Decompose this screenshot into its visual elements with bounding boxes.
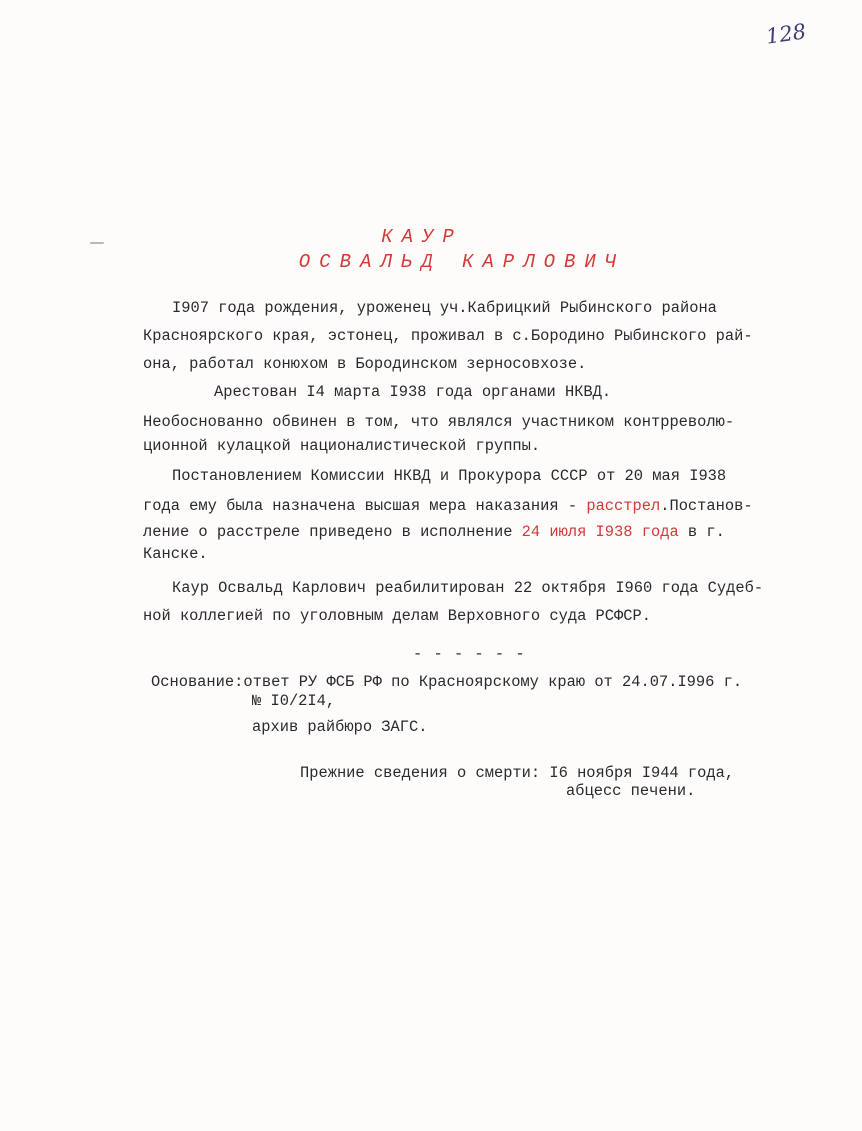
bio-line-3: она, работал конюхом в Бородинском зерносовхозе. <box>143 355 587 373</box>
sentence-execution-date: 24 июля I938 года <box>521 523 679 541</box>
basis-line-1: Основание:ответ РУ ФСБ РФ по Красноярскому краю от 24.07.I996 г. <box>151 673 743 691</box>
basis-line-3: архив райбюро ЗАГС. <box>252 718 428 736</box>
bio-line-2: Красноярского края, эстонец, проживал в с.Бородино Рыбинского рай- <box>143 327 753 345</box>
sentence-line-4: Канске. <box>143 545 208 563</box>
basis-line-2: № I0/2I4, <box>252 692 336 710</box>
sentence-line-3-text: ление о расстреле приведено в исполнение <box>143 523 522 541</box>
sentence-line-3 <box>143 523 725 541</box>
rehab-line-1: Каур Освальд Карлович реабилитирован 22 октября I960 года Судеб- <box>172 579 764 597</box>
sentence-line-2 <box>143 497 753 515</box>
sentence-execution-word: расстрел <box>586 497 661 515</box>
sentence-line-2-text: года ему была назначена высшая мера наказания - <box>143 497 587 515</box>
sentence-line-2-tail: .Постанов- <box>660 497 753 515</box>
page-number: 128 <box>764 19 808 49</box>
title-given-names: ОСВАЛЬД КАРЛОВИЧ <box>298 251 626 273</box>
prior-death-line-2: абцесс печени. <box>566 782 696 800</box>
sentence-line-1: Постановлением Комиссии НКВД и Прокурора СССР от 20 мая I938 <box>172 467 727 485</box>
charge-line-2: ционной кулацкой националистической группы. <box>143 437 541 455</box>
sentence-line-3-tail: в г. <box>678 523 725 541</box>
bio-line-1: I907 года рождения, уроженец уч.Кабрицкий Рыбинского района <box>172 299 717 317</box>
title-surname: КАУР <box>381 226 463 248</box>
arrest-line: Арестован I4 марта I938 года органами НКВД. <box>214 383 612 401</box>
rehab-line-2: ной коллегией по уголовным делам Верховного суда РСФСР. <box>143 607 651 625</box>
prior-death-line-1: Прежние сведения о смерти: I6 ноября I944 года, <box>300 764 735 782</box>
separator-dashes: - - - - - - <box>413 645 526 663</box>
charge-line-1: Необоснованно обвинен в том, что являлся участником контрреволю- <box>143 413 735 431</box>
